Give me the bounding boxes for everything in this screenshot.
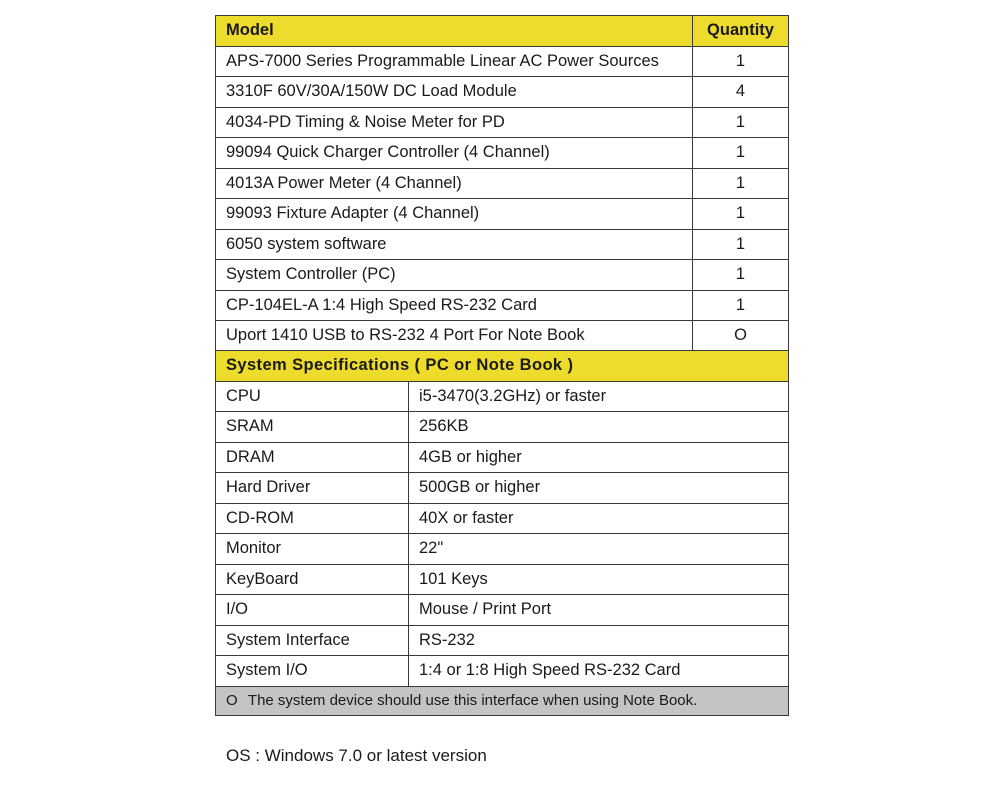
model-name: 6050 system software: [216, 229, 693, 260]
table-row: [216, 564, 789, 595]
table-row: [216, 107, 789, 138]
spec-label: Hard Driver: [216, 473, 409, 504]
model-name: 99093 Fixture Adapter (4 Channel): [216, 199, 693, 230]
model-quantity: 1: [693, 260, 789, 291]
spec-label: CD-ROM: [216, 503, 409, 534]
model-name: APS-7000 Series Programmable Linear AC Power Sources: [216, 46, 693, 77]
table-row: [216, 321, 789, 352]
spec-label: I/O: [216, 595, 409, 626]
table-row: [216, 138, 789, 169]
table-row: [216, 534, 789, 565]
spec-label: SRAM: [216, 412, 409, 443]
model-column-header: Model: [216, 16, 693, 47]
spec-value: 22": [409, 534, 789, 565]
table-row: [216, 473, 789, 504]
model-quantity: 1: [693, 199, 789, 230]
note-cell: [216, 686, 789, 715]
models-header-row: [216, 16, 789, 47]
spec-label: DRAM: [216, 442, 409, 473]
table-row: [216, 260, 789, 291]
table-row: [216, 625, 789, 656]
table-row: [216, 503, 789, 534]
model-quantity: 1: [693, 46, 789, 77]
spec-value: 101 Keys: [409, 564, 789, 595]
note-text: The system device should use this interface when using Note Book.: [247, 692, 698, 709]
note-marker: O: [226, 692, 238, 709]
model-name: 99094 Quick Charger Controller (4 Channel): [216, 138, 693, 169]
model-name: 4013A Power Meter (4 Channel): [216, 168, 693, 199]
table-row: [216, 290, 789, 321]
note-row: [216, 686, 789, 715]
models-table: [215, 15, 789, 352]
spec-value: 500GB or higher: [409, 473, 789, 504]
specs-title: System Specifications ( PC or Note Book ): [216, 351, 789, 382]
table-row: [216, 381, 789, 412]
model-quantity: O: [693, 321, 789, 352]
spec-value: 256KB: [409, 412, 789, 443]
table-row: [216, 442, 789, 473]
spec-label: System Interface: [216, 625, 409, 656]
spec-label: KeyBoard: [216, 564, 409, 595]
table-row: [216, 656, 789, 687]
table-row: [216, 77, 789, 108]
os-requirement: OS : Windows 7.0 or latest version: [226, 746, 487, 765]
spec-value: 40X or faster: [409, 503, 789, 534]
table-row: [216, 412, 789, 443]
spec-value: RS-232: [409, 625, 789, 656]
table-row: [216, 46, 789, 77]
specs-header-row: [216, 351, 789, 382]
model-name: 4034-PD Timing & Noise Meter for PD: [216, 107, 693, 138]
spec-value: 4GB or higher: [409, 442, 789, 473]
model-name: Uport 1410 USB to RS-232 4 Port For Note Book: [216, 321, 693, 352]
model-quantity: 4: [693, 77, 789, 108]
model-quantity: 1: [693, 107, 789, 138]
table-row: [216, 229, 789, 260]
model-name: System Controller (PC): [216, 260, 693, 291]
model-quantity: 1: [693, 168, 789, 199]
model-quantity: 1: [693, 229, 789, 260]
spec-sheet: [215, 15, 788, 716]
model-name: CP-104EL-A 1:4 High Speed RS-232 Card: [216, 290, 693, 321]
spec-label: Monitor: [216, 534, 409, 565]
table-row: [216, 595, 789, 626]
quantity-column-header: Quantity: [693, 16, 789, 47]
specs-table: [215, 350, 789, 716]
table-row: [216, 199, 789, 230]
spec-value: i5-3470(3.2GHz) or faster: [409, 381, 789, 412]
model-quantity: 1: [693, 138, 789, 169]
spec-value: Mouse / Print Port: [409, 595, 789, 626]
spec-label: System I/O: [216, 656, 409, 687]
spec-value: 1:4 or 1:8 High Speed RS-232 Card: [409, 656, 789, 687]
model-quantity: 1: [693, 290, 789, 321]
model-name: 3310F 60V/30A/150W DC Load Module: [216, 77, 693, 108]
spec-label: CPU: [216, 381, 409, 412]
table-row: [216, 168, 789, 199]
